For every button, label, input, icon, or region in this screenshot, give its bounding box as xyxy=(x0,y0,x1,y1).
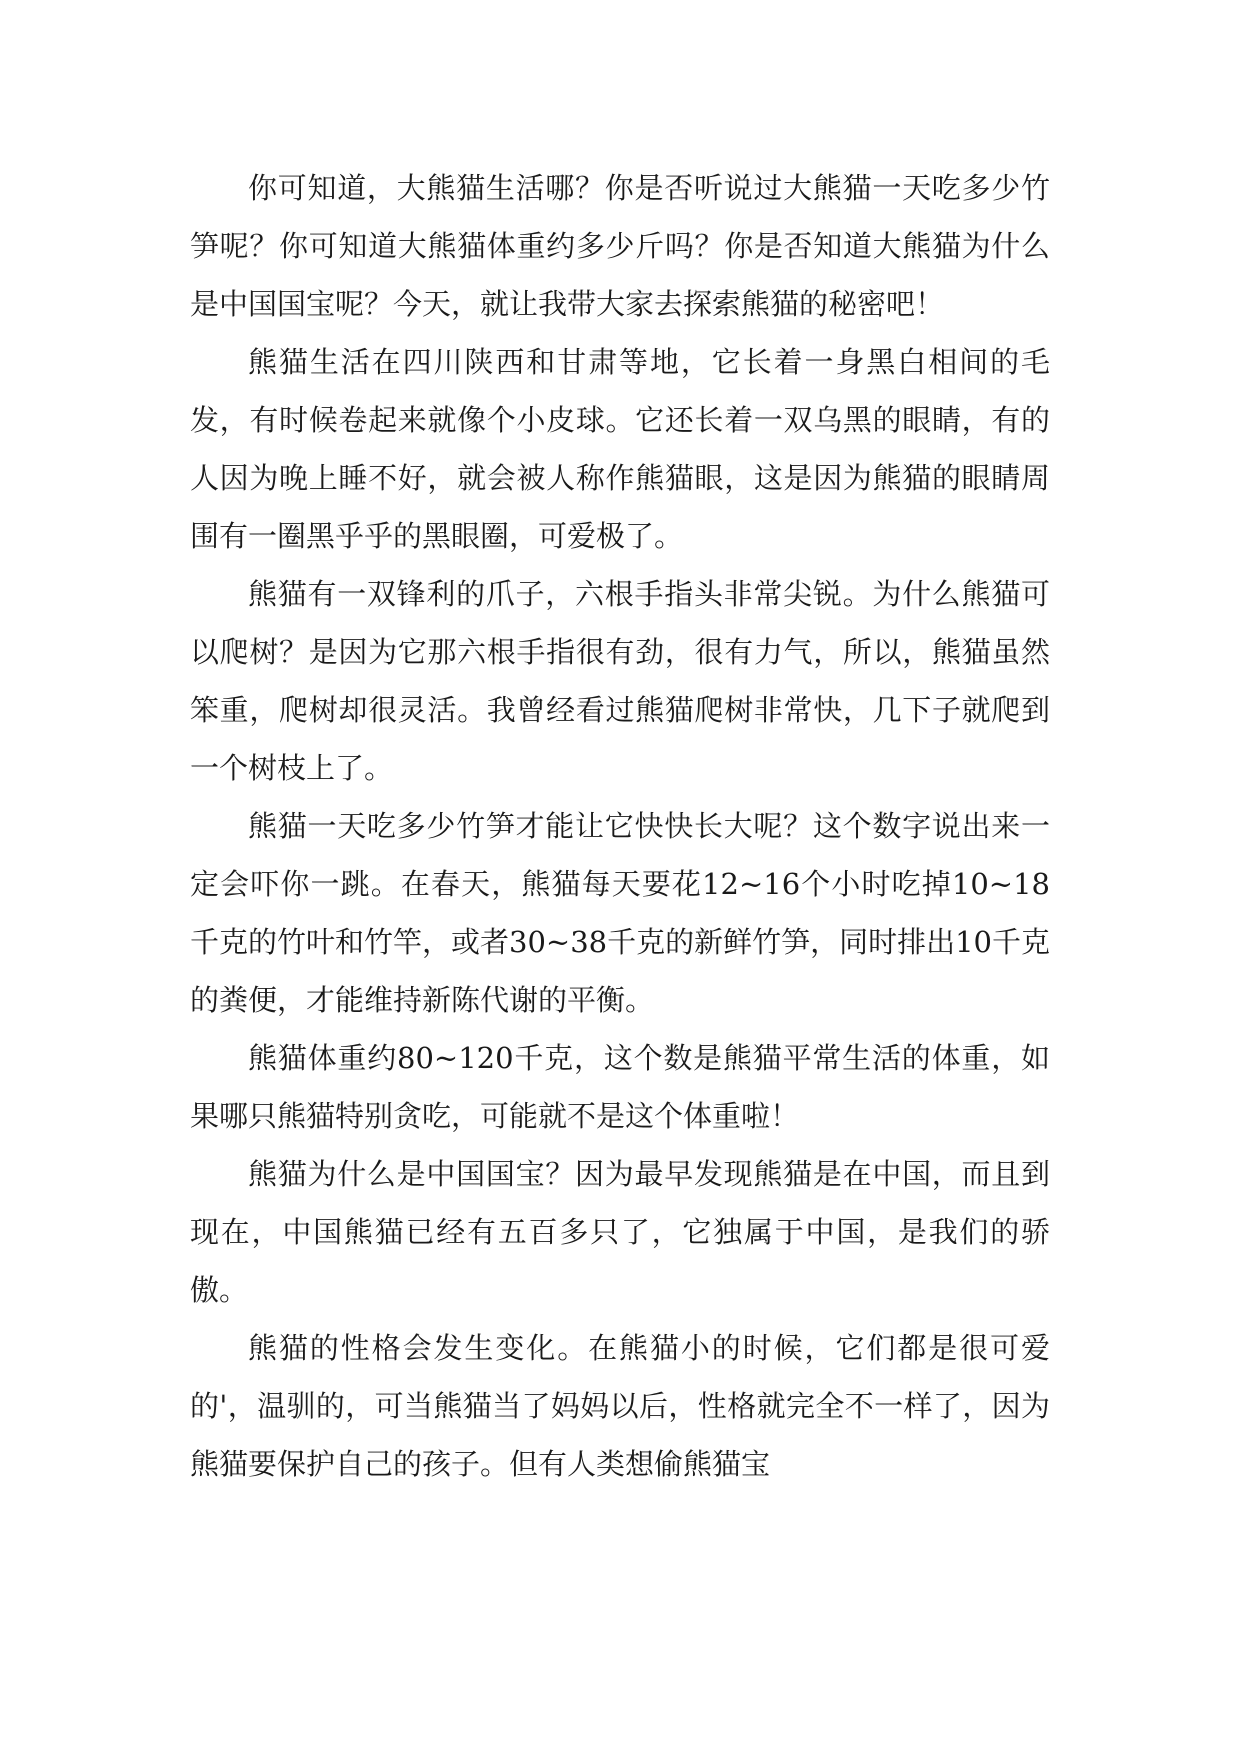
paragraph-4: 熊猫一天吃多少竹笋才能让它快快长大呢？这个数字说出来一定会吓你一跳。在春天，熊猫每天要花12~16个小时吃掉10~18千克的竹叶和竹竿，或者30~38千克的新鲜竹笋，同时排出10千克的粪便，才能维持新陈代谢的平衡。 xyxy=(190,809,1051,1017)
paragraph-2: 熊猫生活在四川陕西和甘肃等地，它长着一身黑白相间的毛发，有时候卷起来就像个小皮球。它还长着一双乌黑的眼睛，有的人因为晚上睡不好，就会被人称作熊猫眼，这是因为熊猫的眼睛周围有一圈黑乎乎的黑眼圈，可爱极了。 xyxy=(190,345,1050,553)
paragraph-3: 熊猫有一双锋利的爪子，六根手指头非常尖锐。为什么熊猫可以爬树？是因为它那六根手指很有劲，很有力气，所以，熊猫虽然笨重，爬树却很灵活。我曾经看过熊猫爬树非常快，几下子就爬到一个树枝上了。 xyxy=(190,577,1050,785)
paragraph-5: 熊猫体重约80~120千克，这个数是熊猫平常生活的体重，如果哪只熊猫特别贪吃，可能就不是这个体重啦！ xyxy=(190,1041,1050,1133)
paragraph-7: 熊猫的性格会发生变化。在熊猫小的时候，它们都是很可爱的'，温驯的，可当熊猫当了妈妈以后，性格就完全不一样了，因为熊猫要保护自己的孩子。但有人类想偷熊猫宝 xyxy=(190,1331,1050,1481)
paragraph-6: 熊猫为什么是中国国宝？因为最早发现熊猫是在中国，而且到现在，中国熊猫已经有五百多只了，它独属于中国，是我们的骄傲。 xyxy=(190,1157,1050,1307)
document-body xyxy=(190,159,1050,1493)
paragraph-1: 你可知道，大熊猫生活哪？你是否听说过大熊猫一天吃多少竹笋呢？你可知道大熊猫体重约多少斤吗？你是否知道大熊猫为什么是中国国宝呢？今天，就让我带大家去探索熊猫的秘密吧！ xyxy=(190,171,1050,321)
